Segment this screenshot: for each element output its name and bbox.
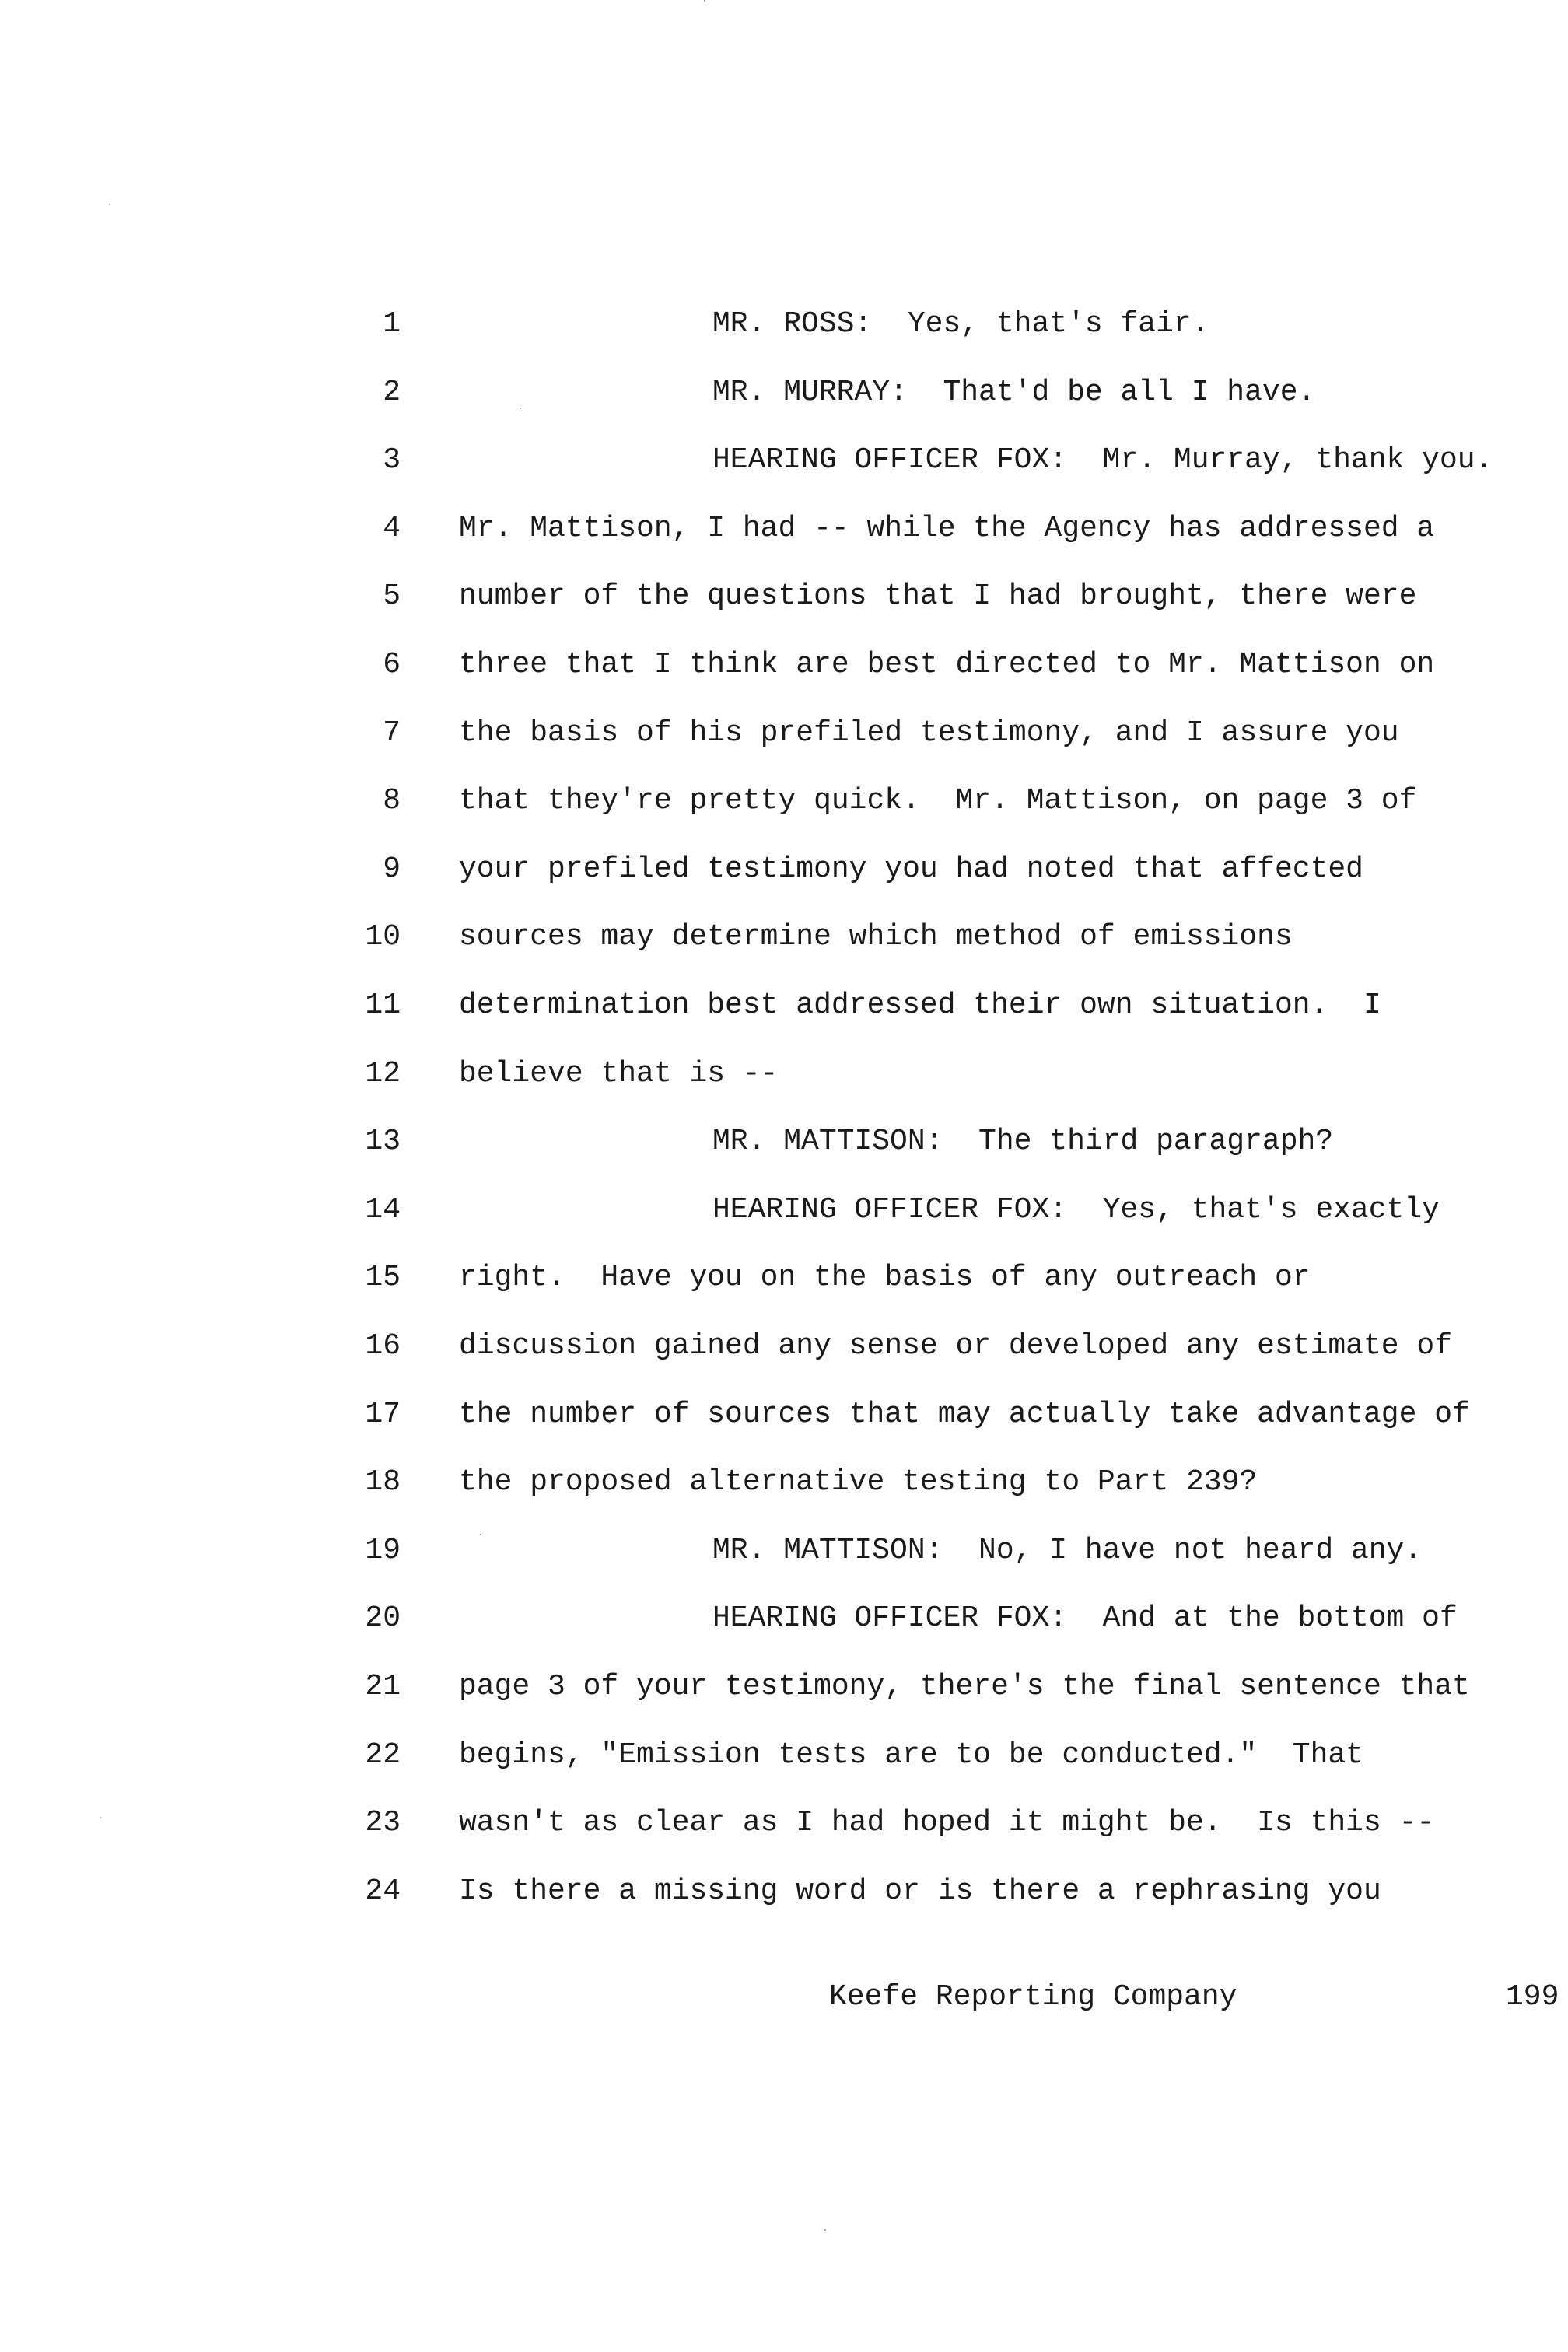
line-number: 19 <box>365 1534 401 1567</box>
line-text: the basis of his prefiled testimony, and I assure you <box>459 716 1399 750</box>
line-text: page 3 of your testimony, there's the final sentence that <box>459 1670 1470 1703</box>
line-number: 4 <box>383 512 401 545</box>
line-text: Is there a missing word or is there a rephrasing you <box>459 1874 1381 1908</box>
line-number: 3 <box>383 443 401 477</box>
line-number: 6 <box>383 648 401 681</box>
line-number: 18 <box>365 1465 401 1499</box>
line-text: MR. MATTISON: The third paragraph? <box>712 1125 1334 1158</box>
line-text: MR. MURRAY: That'd be all I have. <box>712 376 1316 409</box>
line-number: 14 <box>365 1193 401 1227</box>
scan-speck <box>109 204 110 205</box>
line-text: wasn't as clear as I had hoped it might be. Is this -- <box>459 1806 1435 1839</box>
line-text: right. Have you on the basis of any outreach or <box>459 1261 1311 1294</box>
line-text: Mr. Mattison, I had -- while the Agency has addressed a <box>459 512 1435 545</box>
line-number: 24 <box>365 1874 401 1908</box>
line-text: HEARING OFFICER FOX: Mr. Murray, thank you. <box>712 443 1493 477</box>
line-number: 1 <box>383 307 401 341</box>
scan-speck <box>704 0 705 2</box>
line-number: 22 <box>365 1738 401 1772</box>
line-text: the proposed alternative testing to Part 239? <box>459 1465 1258 1499</box>
page-number: 199 <box>1506 1980 1559 2014</box>
scan-speck <box>480 1534 481 1535</box>
line-text: that they're pretty quick. Mr. Mattison, on page 3 of <box>459 784 1417 817</box>
line-text: HEARING OFFICER FOX: And at the bottom of <box>712 1601 1458 1635</box>
line-text: the number of sources that may actually take advantage of <box>459 1398 1470 1431</box>
line-text: believe that is -- <box>459 1057 779 1090</box>
line-text: your prefiled testimony you had noted that affected <box>459 852 1363 886</box>
footer-company: Keefe Reporting Company <box>829 1980 1237 2014</box>
line-text: begins, "Emission tests are to be conducted." That <box>459 1738 1363 1772</box>
line-number: 2 <box>383 376 401 409</box>
line-text: discussion gained any sense or developed any estimate of <box>459 1329 1453 1363</box>
line-text: HEARING OFFICER FOX: Yes, that's exactly <box>712 1193 1440 1227</box>
line-text: three that I think are best directed to Mr. Mattison on <box>459 648 1435 681</box>
line-text: MR. ROSS: Yes, that's fair. <box>712 307 1209 341</box>
line-text: determination best addressed their own situation. I <box>459 989 1381 1022</box>
scan-speck <box>824 2229 826 2231</box>
line-number: 13 <box>365 1125 401 1158</box>
line-number: 23 <box>365 1806 401 1839</box>
line-text: MR. MATTISON: No, I have not heard any. <box>712 1534 1423 1567</box>
line-number: 7 <box>383 716 401 750</box>
line-number: 16 <box>365 1329 401 1363</box>
line-number: 11 <box>365 989 401 1022</box>
line-number: 12 <box>365 1057 401 1090</box>
line-number: 5 <box>383 579 401 613</box>
line-number: 17 <box>365 1398 401 1431</box>
line-text: sources may determine which method of emissions <box>459 920 1293 954</box>
line-number: 10 <box>365 920 401 954</box>
line-number: 9 <box>383 852 401 886</box>
line-text: number of the questions that I had brought, there were <box>459 579 1417 613</box>
scan-speck <box>100 1817 101 1818</box>
scan-speck <box>520 408 521 409</box>
line-number: 8 <box>383 784 401 817</box>
line-number: 21 <box>365 1670 401 1703</box>
line-number: 15 <box>365 1261 401 1294</box>
line-number: 20 <box>365 1601 401 1635</box>
